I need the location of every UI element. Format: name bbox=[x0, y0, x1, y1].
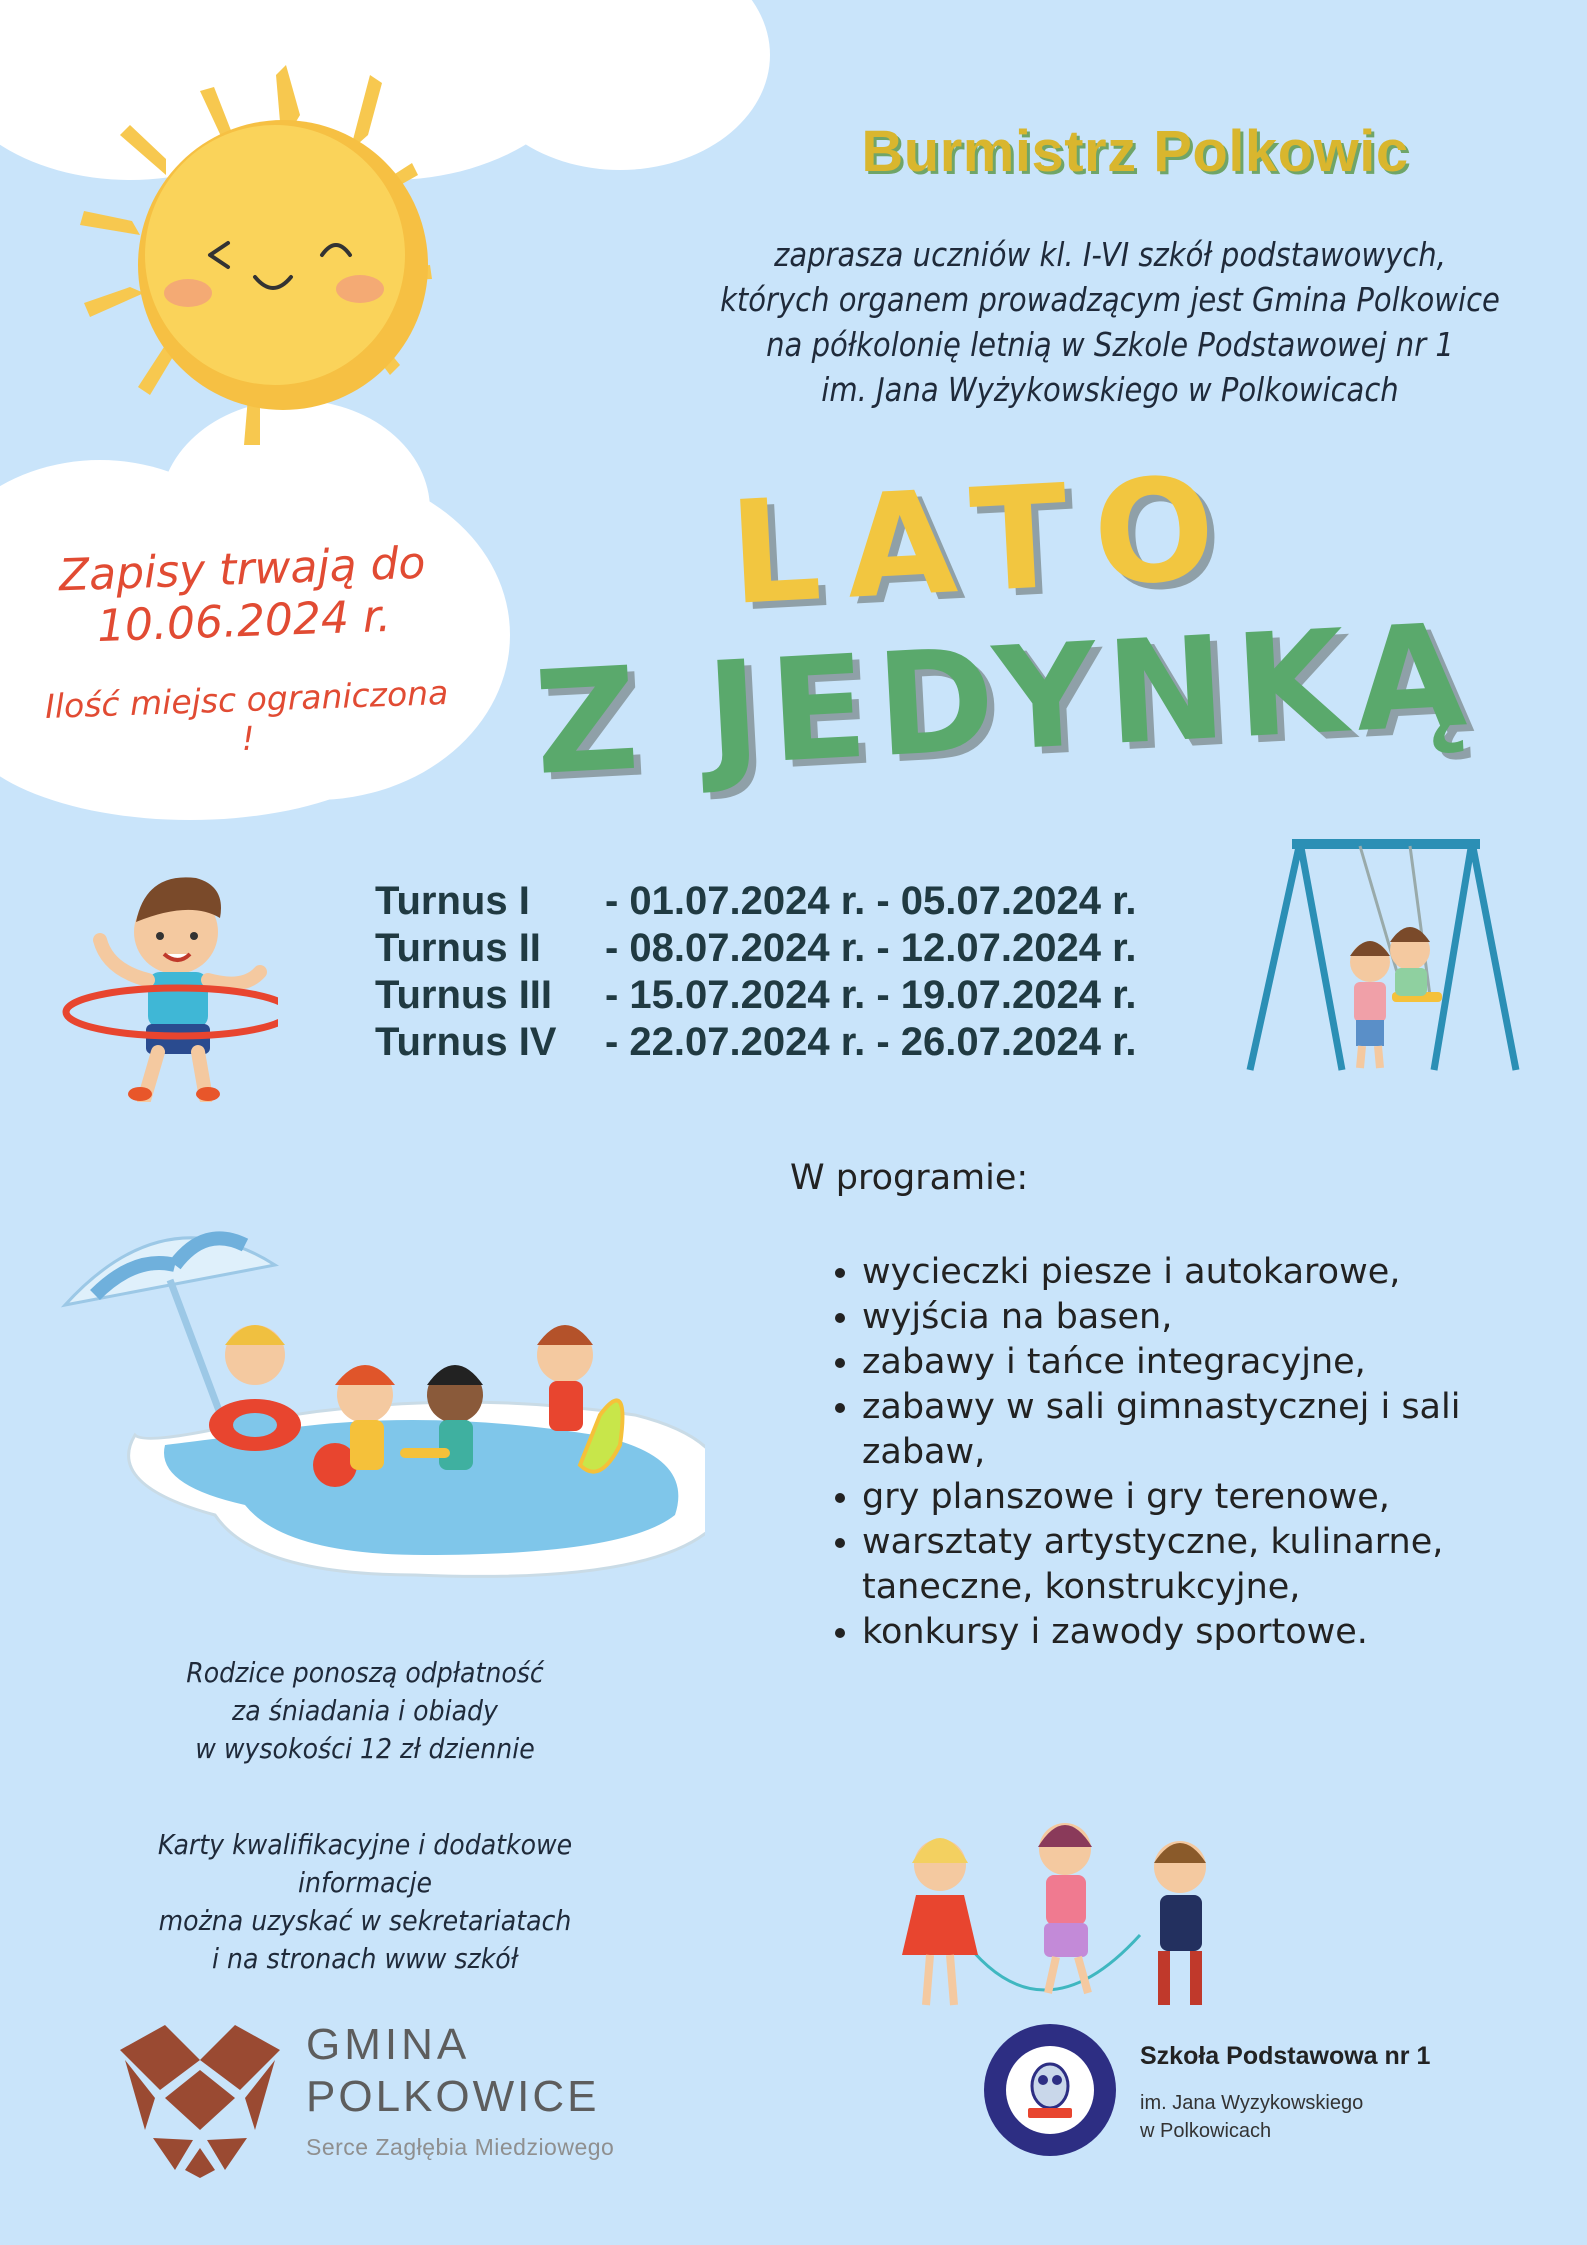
turnus-row bbox=[375, 972, 1137, 1019]
invitation-line: których organem prowadzącym jest Gmina Polkowice bbox=[720, 280, 1500, 319]
program-item: • wycieczki piesze i autokarowe, bbox=[862, 1250, 1530, 1295]
school-name: Szkoła Podstawowa nr 1 bbox=[1140, 2042, 1431, 2070]
info-line: Karty kwalifikacyjne i dodatkowe informacje bbox=[157, 1828, 573, 1899]
invitation-line: im. Jana Wyżykowskiego w Polkowicach bbox=[821, 370, 1399, 409]
turnus-row bbox=[375, 1019, 1137, 1066]
turnus-dates: - 15.07.2024 r. - 19.07.2024 r. bbox=[605, 973, 1137, 1017]
sun-illustration bbox=[60, 55, 460, 485]
payment-line: za śniadania i obiady bbox=[232, 1694, 498, 1727]
program-item: • zabawy w sali gimnastycznej i sali zabaw, bbox=[862, 1385, 1530, 1475]
school-city-line: w Polkowicach bbox=[1140, 2120, 1272, 2142]
school-address bbox=[1140, 2089, 1400, 2145]
registration-line-1: Zapisy trwają do bbox=[58, 537, 427, 602]
info-line: można uzyskać w sekretariatach bbox=[158, 1904, 572, 1937]
program-item: • gry planszowe i gry terenowe, bbox=[862, 1475, 1530, 1520]
organizer-heading: Burmistrz Polkowic bbox=[861, 119, 1409, 184]
boy-hula-hoop-illustration bbox=[48, 862, 278, 1102]
swing-illustration bbox=[1240, 832, 1530, 1072]
registration-deadline bbox=[36, 537, 453, 765]
invitation-line: zaprasza uczniów kl. I-VI szkół podstawowych, bbox=[774, 235, 1446, 274]
school-patron-line: im. Jana Wyzykowskiego bbox=[1140, 2092, 1364, 2114]
registration-cards-info bbox=[109, 1826, 622, 1978]
turnus-dates: - 22.07.2024 r. - 26.07.2024 r. bbox=[605, 1020, 1137, 1064]
gmina-logo-line-2: POLKOWICE bbox=[306, 2072, 600, 2121]
payment-line: w wysokości 12 zł dziennie bbox=[195, 1732, 535, 1765]
program-item: • zabawy i tańce integracyjne, bbox=[862, 1340, 1530, 1385]
turnus-label: Turnus III bbox=[375, 973, 553, 1017]
program-item: • wyjścia na basen, bbox=[862, 1295, 1530, 1340]
turnus-list bbox=[375, 878, 1137, 1066]
invitation-line: na półkolonię letnią w Szkole Podstawowej nr 1 bbox=[766, 325, 1454, 364]
info-line: i na stronach www szkół bbox=[212, 1942, 518, 1975]
turnus-label: Turnus IV bbox=[375, 1020, 557, 1064]
jump-rope-kids-illustration bbox=[880, 1815, 1250, 2015]
invitation-text bbox=[714, 232, 1506, 412]
turnus-label: Turnus II bbox=[375, 926, 541, 970]
pool-kids-illustration bbox=[55, 1205, 705, 1585]
title-lato: LATO bbox=[725, 445, 1245, 637]
gmina-logo-tagline: Serce Zagłębia Miedziowego bbox=[306, 2134, 615, 2160]
turnus-dates: - 01.07.2024 r. - 05.07.2024 r. bbox=[605, 879, 1137, 923]
payment-line: Rodzice ponoszą odpłatność bbox=[186, 1656, 544, 1689]
title-z-jedynka: Z JEDYNKĄ bbox=[530, 592, 1480, 807]
program-item: • konkursy i zawody sportowe. bbox=[862, 1610, 1530, 1655]
program-section bbox=[790, 1158, 1530, 1655]
turnus-row bbox=[375, 878, 1137, 925]
gmina-logo-line-1: GMINA bbox=[306, 2020, 471, 2069]
school-seal-icon bbox=[980, 2020, 1120, 2160]
registration-date: 10.06.2024 r. bbox=[96, 590, 392, 653]
program-item: • warsztaty artystyczne, kulinarne, taneczne, konstrukcyjne, bbox=[862, 1520, 1530, 1610]
gmina-polkowice-logo-icon bbox=[115, 2020, 285, 2180]
limited-places-note: Ilość miejsc ograniczona ! bbox=[44, 672, 449, 759]
program-heading: W programie: bbox=[790, 1158, 1029, 1198]
turnus-label: Turnus I bbox=[375, 879, 530, 923]
turnus-row bbox=[375, 925, 1137, 972]
turnus-dates: - 08.07.2024 r. - 12.07.2024 r. bbox=[605, 926, 1137, 970]
payment-info bbox=[127, 1654, 604, 1768]
program-list bbox=[790, 1250, 1530, 1655]
